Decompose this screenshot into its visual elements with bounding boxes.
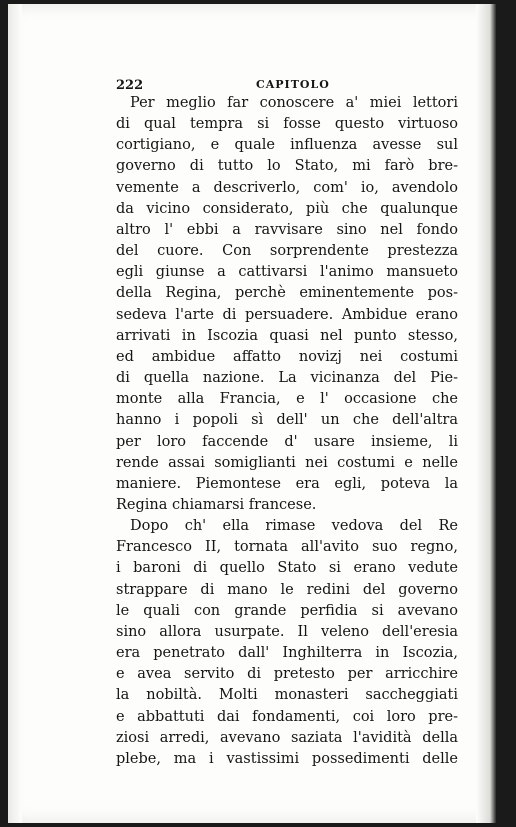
- text-line: Francesco II, tornata all'avito suo regno,: [116, 539, 458, 556]
- text-line: era penetrato dall' Inghilterra in Iscozia,: [116, 645, 458, 662]
- page-header: [116, 78, 452, 94]
- text-line: altro l' ebbi a ravvisare sino nel fondo: [116, 221, 458, 238]
- text-line: vemente a descriverlo, com' io, avendolo: [116, 179, 458, 196]
- page-edge-shadow: [476, 4, 496, 823]
- text-line: rende assai somiglianti nei costumi e nelle: [116, 454, 458, 471]
- page-number: 222: [116, 78, 144, 93]
- text-line: di qual tempra si fosse questo virtuoso: [116, 116, 458, 133]
- text-line: maniere. Piemontese era egli, poteva la: [116, 475, 458, 492]
- text-line: hanno i popoli sì dell' un che dell'altra: [116, 412, 458, 429]
- text-line: ziosi arredi, avevano saziata l'avidità della: [116, 729, 458, 746]
- text-line: del cuore. Con sorprendente prestezza: [116, 243, 458, 260]
- text-line: cortigiano, e quale influenza avesse sul: [116, 137, 458, 154]
- text-line: i baroni di quello Stato si erano vedute: [116, 560, 458, 577]
- text-line: monte alla Francia, e l' occasione che: [116, 391, 458, 408]
- book-page: [8, 4, 496, 823]
- text-line: e avea servito di pretesto per arricchire: [116, 666, 458, 683]
- text-line: la nobiltà. Molti monasteri saccheggiati: [116, 687, 458, 704]
- text-line: di quella nazione. La vicinanza del Pie-: [116, 370, 458, 387]
- body-text: [116, 93, 458, 770]
- text-line: governo di tutto lo Stato, mi farò bre-: [116, 158, 458, 175]
- text-line: Per meglio far conoscere a' miei lettori: [130, 95, 458, 111]
- page-gutter-shadow: [8, 4, 22, 823]
- text-line: sedeva l'arte di persuadere. Ambidue erano: [116, 306, 458, 323]
- text-line: arrivati in Iscozia quasi nel punto stesso,: [116, 327, 458, 344]
- text-line: sino allora usurpate. Il veleno dell'eresia: [116, 623, 458, 640]
- text-line: Regina chiamarsi francese.: [116, 496, 317, 513]
- text-line: plebe, ma i vastissimi possedimenti delle: [116, 750, 458, 767]
- text-line: le quali con grande perfidia si avevano: [116, 602, 458, 619]
- running-head: CAPITOLO: [256, 78, 330, 91]
- text-line: strappare di mano le redini del governo: [116, 581, 458, 598]
- text-line: egli giunse a cattivarsi l'animo mansueto: [116, 264, 458, 281]
- text-line: ed ambidue affatto novizj nei costumi: [116, 348, 458, 365]
- text-line: da vicino considerato, più che qualunque: [116, 200, 458, 217]
- text-line: della Regina, perchè eminentemente pos-: [116, 285, 458, 302]
- text-line: per loro faccende d' usare insieme, li: [116, 433, 458, 450]
- text-line: e abbattuti dai fondamenti, coi loro pre-: [116, 708, 458, 725]
- text-line: Dopo ch' ella rimase vedova del Re: [130, 518, 458, 535]
